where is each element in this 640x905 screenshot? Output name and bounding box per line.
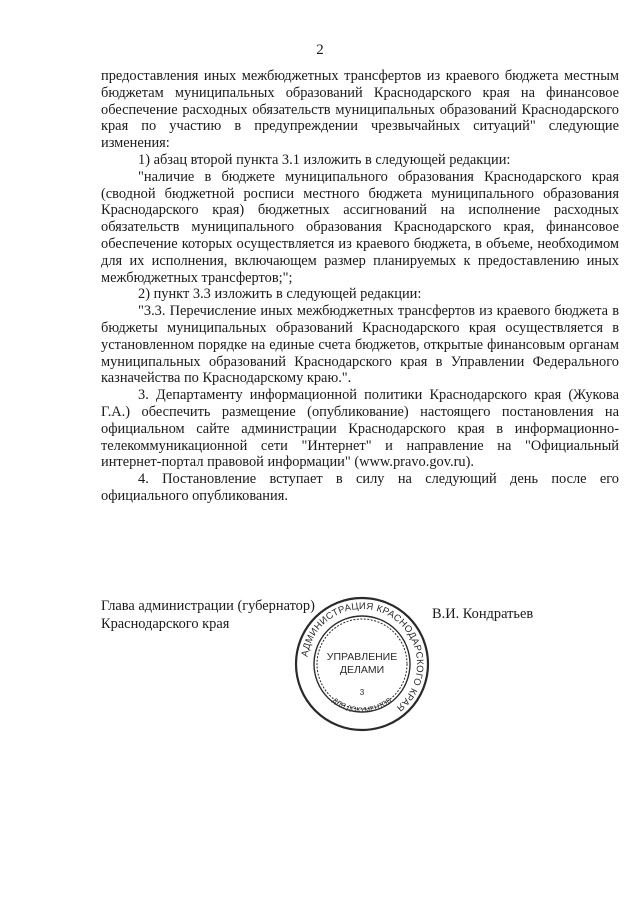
paragraph-intro: предоставления иных межбюджетных трансфертов из краевого бюджета местным бюджетам муниципальных образований Краснодарского края на финансовое обеспечение расходных обязательств муниципальных образований Краснодарского края по участию в предупреждении чрезвычайных ситуаций" следующие изменения: — [101, 68, 619, 152]
signatory-title-line2: Краснодарского края — [101, 615, 230, 632]
official-stamp — [292, 594, 432, 734]
stamp-number: 3 — [359, 688, 365, 697]
paragraph-item-1: 1) абзац второй пункта 3.1 изложить в следующей редакции: — [138, 151, 511, 168]
stamp-center-line1: УПРАВЛЕНИЕ — [326, 651, 398, 663]
paragraph-quote-2: "3.3. Перечисление иных межбюджетных трансфертов из краевого бюджета в бюджеты муниципальных образований Краснодарского края осуществляется в установленном порядке на единые счета бюджетов, открытые финансовым органам муниципальных образований Краснодарского края в Управлении Федерального казначейства по Краснодарскому краю.". — [101, 303, 619, 387]
page-number: 2 — [316, 42, 324, 58]
paragraph-point-3: 3. Департаменту информационной политики Краснодарского края (Жукова Г.А.) обеспечить размещение (опубликование) настоящего постановления на официальном сайте администрации Краснодарского края в информационно-телекоммуникационной сети "Интернет" и направление на "Официальный интернет-портал правовой информации" (www.pravo.gov.ru). — [101, 387, 619, 471]
stamp-ring-text: АДМИНИСТРАЦИЯ КРАСНОДАРСКОГО КРАЯ — [299, 600, 426, 714]
document-body — [101, 68, 619, 505]
signatory-title-line1: Глава администрации (губернатор) — [101, 598, 315, 614]
paragraph-item-2: 2) пункт 3.3 изложить в следующей редакции: — [138, 286, 422, 303]
signatory-block — [101, 598, 315, 633]
stamp-bottom-text: ДЛЯ ДОКУМЕНТОВ — [330, 697, 394, 715]
stamp-center-line2: ДЕЛАМИ — [339, 664, 385, 676]
paragraph-quote-1: "наличие в бюджете муниципального образования Краснодарского края (сводной бюджетной росписи местного бюджета муниципального образования Краснодарского края) бюджетных ассигнований на исполнение расходных обязательств муниципального образования Краснодарского края, финансовое обеспечение которых осуществляется из краевого бюджета, в объеме, необходимом для их исполнения, включающем размер планируемых к предоставлению иных межбюджетных трансфертов;"; — [101, 168, 619, 286]
signatory-name: В.И. Кондратьев — [432, 606, 534, 622]
paragraph-point-4: 4. Постановление вступает в силу на следующий день после его официального опубликования. — [101, 471, 619, 504]
